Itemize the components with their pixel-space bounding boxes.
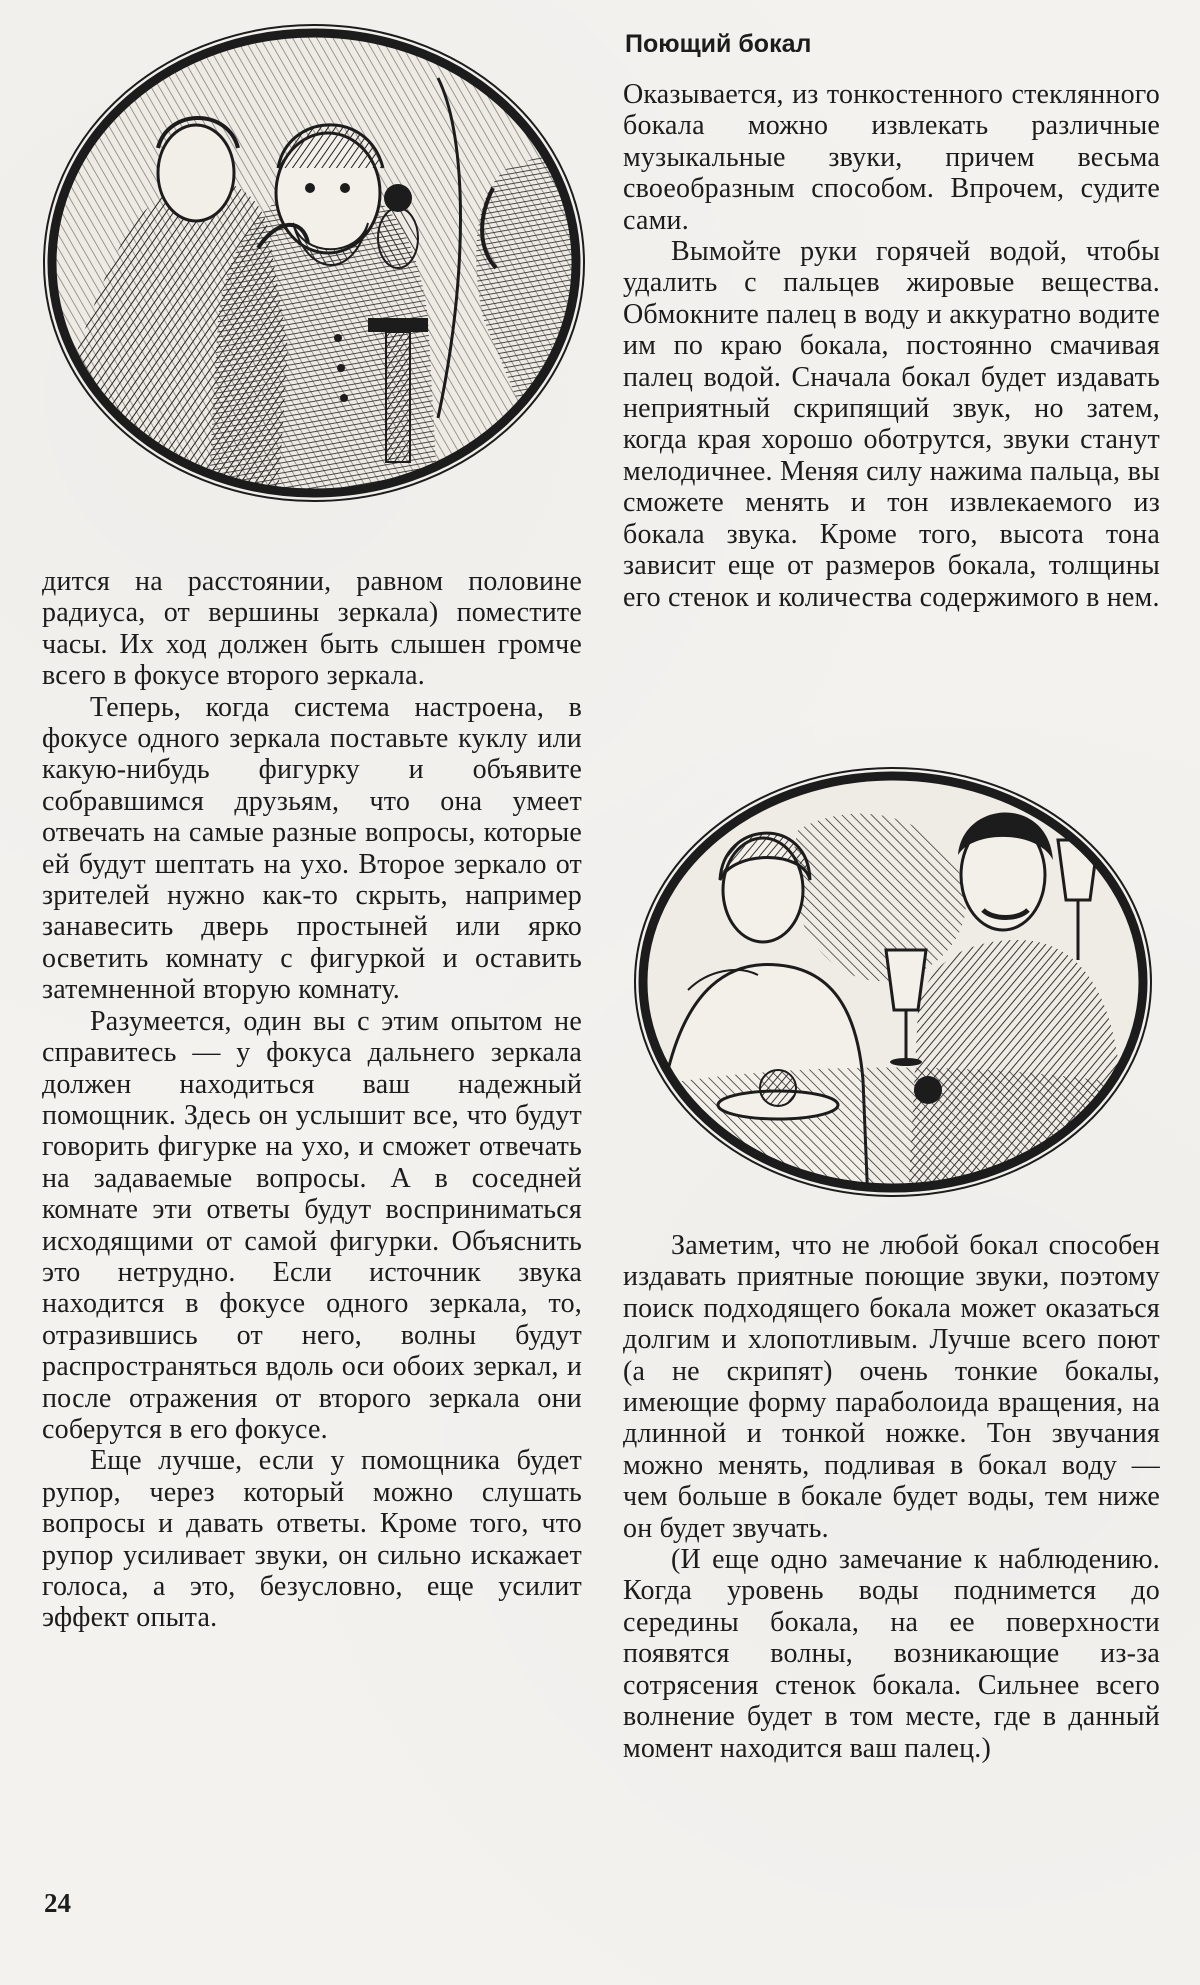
- engraving-couple-glasses-icon: [628, 760, 1158, 1204]
- engraving-men-listening-icon: [38, 18, 590, 508]
- paragraph: Оказывается, из тонкостенного стеклянного бокала можно извлекать различные музыкальные звуки, причем весьма своеобразным способом. Впрочем, судите сами.: [623, 79, 1160, 236]
- text-column-right-bottom: [623, 1230, 1160, 1764]
- paragraph: дится на расстоянии, равном половине радиуса, от вершины зеркала) поместите часы. Их ход должен быть слышен громче всего в фокусе второго зеркала.: [42, 566, 582, 692]
- paragraph: Теперь, когда система настроена, в фокусе одного зеркала поставьте куклу или какую-нибудь фигурку и объявите собравшимся друзьям, что она умеет отвечать на самые разные вопросы, которые ей будут шептать на ухо. Второе зеркало от зрителей нужно как-то скрыть, например занавесить дверь простыней или ярко осветить комнату с фигуркой и оставить затемненной вторую комнату.: [42, 691, 582, 1006]
- paragraph: Вымойте руки горячей водой, чтобы удалить с пальцев жировые вещества. Обмокните палец в воду и аккуратно водите им по краю бокала, постоянно смачивая палец водой. Сначала бокал будет издавать неприятный скрипящий звук, но затем, когда края хорошо оботрутся, звуки станут мелодичнее. Меняя силу нажима пальца, вы сможете менять и тон извлекаемого из бокала звука. Кроме того, высота тона зависит еще от размеров бокала, толщины его стенок и количества содержимого в нем.: [623, 236, 1160, 613]
- section-title: Поющий бокал: [625, 30, 812, 58]
- paragraph: Заметим, что не любой бокал способен издавать приятные поющие звуки, поэтому поиск подходящего бокала может оказаться долгим и хлопотливым. Лучше всего поют (а не скрипят) очень тонкие бокалы, имеющие форму параболоида вращения, на длинной и тонкой ножке. Тон звучания можно менять, подливая в бокал воду — чем больше в бокале будет воды, тем ниже он будет звучать.: [623, 1230, 1160, 1544]
- text-column-left: [42, 566, 582, 1634]
- paragraph: (И еще одно замечание к наблюдению. Когда уровень воды поднимется до середины бокала, на ее поверхности появятся волны, возникающие из-за сотрясения стенок бокала. Сильнее всего волнение будет в том месте, где в данный момент находится ваш палец.): [623, 1544, 1160, 1764]
- paragraph: Еще лучше, если у помощника будет рупор, через который можно слушать вопросы и давать ответы. Кроме того, что рупор усиливает звуки, он сильно искажает голоса, а это, безусловно, еще усилит эффект опыта.: [42, 1445, 582, 1634]
- page-number: 24: [44, 1888, 71, 1918]
- text-column-right-top: [623, 79, 1160, 613]
- illustration-top-left: [38, 18, 590, 508]
- paragraph: Разумеется, один вы с этим опытом не справитесь — у фокуса дальнего зеркала должен находиться ваш надежный помощник. Здесь он услышит все, что будут говорить фигурке на ухо, и сможет отвечать на задаваемые вопросы. А в соседней комнате эти ответы будут восприниматься исходящими от самой фигурки. Объяснить это нетрудно. Если источник звука находится в фокусе одного зеркала, то, отразившись от него, волны будут распространяться вдоль оси обоих зеркал, и после отражения от второго зеркала они соберутся в его фокусе.: [42, 1005, 582, 1445]
- illustration-bottom-right: [628, 760, 1158, 1204]
